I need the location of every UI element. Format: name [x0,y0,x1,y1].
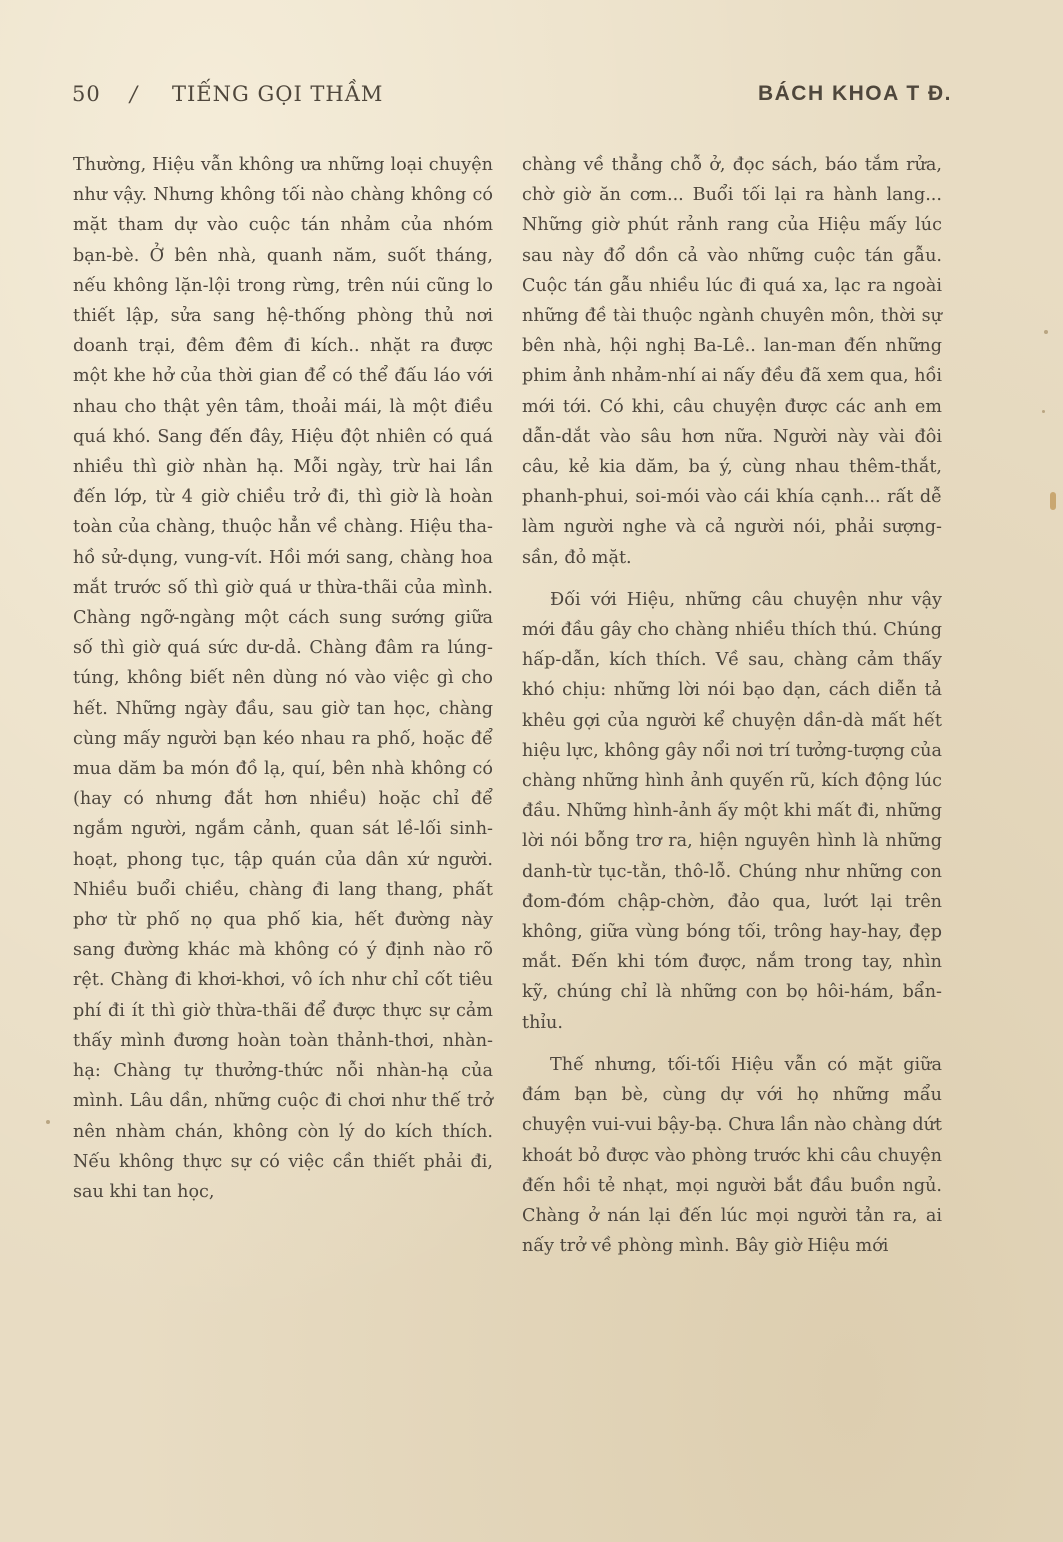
page-number: 50 [72,82,101,106]
paper-speck [1042,410,1045,413]
right-column [522,150,942,1261]
article-title: TIẾNG GỌI THẦM [172,82,384,106]
paper-speck [1050,492,1056,510]
magazine-name: BÁCH KHOA T Đ. [757,82,952,105]
paragraph: Thế nhưng, tối-tối Hiệu vẫn có mặt giữa đám bạn bè, cùng dự với họ những mẩu chuyện vui-vui bậy-bạ. Chưa lần nào chàng dứt khoát bỏ được vào phòng trước khi câu chuyện đến hồi tẻ nhạt, mọi người bắt đầu buồn ngủ. Chàng ở nán lại đến lúc mọi người tản ra, ai nấy trở về phòng mình. Bây giờ Hiệu mới [522,1054,942,1257]
header-separator: / [130,82,139,106]
left-column [73,150,493,1207]
running-header [72,82,952,116]
paragraph: chàng về thẳng chỗ ở, đọc sách, báo tắm rửa, chờ giờ ăn cơm... Buổi tối lại ra hành lang... Những giờ phút rảnh rang của Hiệu mấy lúc sau này đổ dồn cả vào những cuộc tán gẫu. Cuộc tán gẫu nhiều lúc đi quá xa, lạc ra ngoài những đề tài thuộc ngành chuyên môn, thời sự bên nhà, hội nghị Ba-Lê.. lan-man đến những phim ảnh nhảm-nhí ai nấy đều đã xem qua, hồi mới tới. Có khi, câu chuyện được các anh em dẫn-dắt vào sâu hơn nữa. Người này vài đôi câu, kẻ kia dăm, ba ý, cùng nhau thêm-thắt, phanh-phui, soi-mói vào cái khía cạnh... rất dễ làm người nghe và cả người nói, phải sượng-sần, đỏ mặt. [522,155,942,568]
paragraph: Thường, Hiệu vẫn không ưa những loại chuyện như vậy. Nhưng không tối nào chàng không có mặt tham dự vào cuộc tán nhảm của nhóm bạn-bè. Ở bên nhà, quanh năm, suốt tháng, nếu không lặn-lội trong rừng, trên núi cũng lo thiết lập, sửa sang hệ-thống phòng thủ nơi doanh trại, đêm đêm đi kích.. nhặt ra được một khe hở của thời gian để có thể đấu láo với nhau cho thật yên tâm, thoải mái, là một điều quá khó. Sang đến đây, Hiệu đột nhiên có quá nhiều thì giờ nhàn hạ. Mỗi ngày, trừ hai lần đến lớp, từ 4 giờ chiều trở đi, thì giờ là hoàn toàn của chàng, thuộc hẳn về chàng. Hiệu tha-hồ sử-dụng, vung-vít. Hồi mới sang, chàng hoa mắt trước số thì giờ quá ư thừa-thãi của mình. Chàng ngỡ-ngàng một cách sung sướng giữa số thì giờ quá sức dư-dả. Chàng đâm ra lúng-túng, không biết nên dùng nó vào việc gì cho hết. Những ngày đầu, sau giờ tan học, chàng cùng mấy người bạn kéo nhau ra phố, hoặc để mua dăm ba món đồ lạ, quí, bên nhà không có (hay có nhưng đắt hơn nhiều) hoặc chỉ để ngắm người, ngắm cảnh, quan sát lề-lối sinh-hoạt, phong tục, tập quán của dân xứ người. Nhiều buổi chiều, chàng đi lang thang, phất phơ từ phố nọ qua phố kia, hết đường này sang đường khác mà không có ý định nào rõ rệt. Chàng đi khơi-khơi, vô ích như chỉ cốt tiêu phí đi ít thì giờ thừa-thãi để được thực sự cảm thấy mình đương hoàn toàn thảnh-thơi, nhàn-hạ: Chàng tự thưởng-thức nỗi nhàn-hạ của mình. Lâu dần, những cuộc đi chơi như thế trở nên nhàm chán, không còn lý do kích thích. Nếu không thực sự có việc cần thiết phải đi, sau khi tan học, [73,155,493,1202]
paper-speck [46,1120,50,1124]
paragraph: Đối với Hiệu, những câu chuyện như vậy mới đầu gây cho chàng nhiều thích thú. Chúng hấp-dẫn, kích thích. Về sau, chàng cảm thấy khó chịu: những lời nói bạo dạn, cách diễn tả khêu gợi của người kể chuyện dần-dà mất hết hiệu lực, không gây nổi nơi trí tưởng-tượng của chàng những hình ảnh quyến rũ, kích động lúc đầu. Những hình-ảnh ấy một khi mất đi, những lời nói bỗng trơ ra, hiện nguyên hình là những danh-từ tục-tằn, thô-lỗ. Chúng như những con đom-đóm chập-chờn, đảo qua, lướt lại trên không, giữa vùng bóng tối, trông hay-hay, đẹp mắt. Đến khi tóm được, nắm trong tay, nhìn kỹ, chúng chỉ là những con bọ hôi-hám, bẩn-thỉu. [522,589,942,1033]
paper-speck [1044,330,1048,334]
